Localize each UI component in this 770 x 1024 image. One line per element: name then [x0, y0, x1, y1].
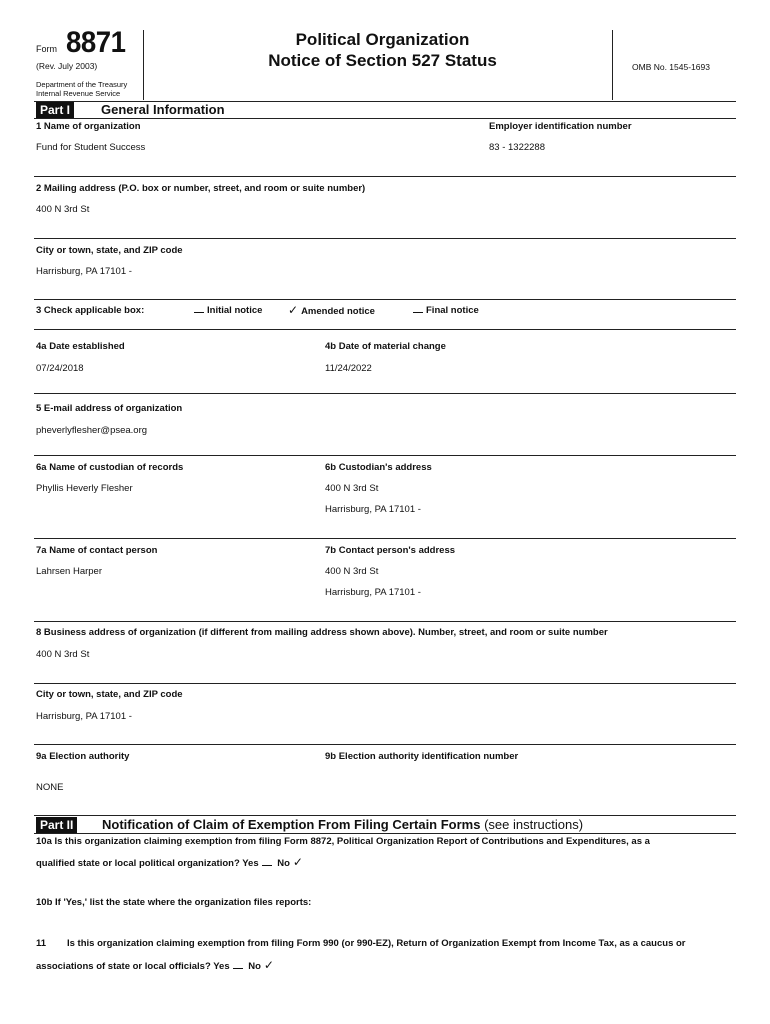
- line3-label: 3 Check applicable box:: [36, 305, 145, 316]
- line2-label: 2 Mailing address (P.O. box or number, street, and room or suite number): [36, 183, 366, 194]
- city8-label: City or town, state, and ZIP code: [36, 689, 183, 700]
- form-number: 8871: [66, 26, 126, 59]
- line5-label: 5 E-mail address of organization: [36, 403, 183, 414]
- organization-name: Fund for Student Success: [36, 142, 146, 153]
- business-address: 400 N 3rd St: [36, 649, 90, 660]
- rule: [34, 538, 736, 539]
- rule: [34, 299, 736, 300]
- contact-address-city: Harrisburg, PA 17101 -: [325, 587, 421, 598]
- election-authority: NONE: [36, 782, 64, 793]
- form-title-line2: Notice of Section 527 Status: [268, 51, 497, 70]
- line10a-yes-checkbox[interactable]: [262, 858, 272, 866]
- line10a-yes-label: Yes: [242, 858, 259, 869]
- part1-tag: Part I: [36, 102, 74, 118]
- custodian-name: Phyllis Heverly Flesher: [36, 483, 133, 494]
- omb-number: OMB No. 1545-1693: [632, 62, 710, 72]
- rule: [34, 238, 736, 239]
- line6b-label: 6b Custodian's address: [325, 462, 432, 473]
- rule: [34, 455, 736, 456]
- part2-tag: Part II: [36, 817, 77, 833]
- line7a-label: 7a Name of contact person: [36, 545, 158, 556]
- initial-notice-option[interactable]: [191, 305, 262, 316]
- form-label: Form: [36, 44, 57, 54]
- line10b-text: 10b If 'Yes,' list the state where the organization files reports:: [36, 897, 312, 908]
- part2-title: [102, 817, 583, 832]
- line10a-text-cont: qualified state or local political organization?: [36, 858, 240, 869]
- form-revision: (Rev. July 2003): [36, 61, 98, 71]
- amended-notice-checkmark[interactable]: ✓: [288, 303, 299, 317]
- form-title: [160, 29, 605, 71]
- line10a-question: [36, 855, 306, 869]
- line11-number: 11: [36, 938, 47, 949]
- line4b-label: 4b Date of material change: [325, 341, 446, 352]
- rule: [34, 621, 736, 622]
- custodian-address-street: 400 N 3rd St: [325, 483, 379, 494]
- line11-no-checkmark[interactable]: ✓: [263, 958, 274, 972]
- line11-no-label: No: [248, 961, 261, 972]
- rule: [34, 393, 736, 394]
- line4a-label: 4a Date established: [36, 341, 125, 352]
- rule: [34, 815, 736, 816]
- department-info: [36, 80, 127, 98]
- city8-value: Harrisburg, PA 17101 -: [36, 711, 132, 722]
- amended-notice-label: Amended notice: [301, 306, 375, 317]
- line9b-label: 9b Election authority identification number: [325, 751, 519, 762]
- date-material-change: 11/24/2022: [325, 363, 372, 374]
- rule: [34, 744, 736, 745]
- contact-address-street: 400 N 3rd St: [325, 566, 379, 577]
- ein-label: Employer identification number: [489, 121, 632, 132]
- city-value: Harrisburg, PA 17101 -: [36, 266, 132, 277]
- line11-yes-checkbox[interactable]: [233, 961, 243, 969]
- part1-title-rule: [34, 118, 736, 119]
- line10a-no-label: No: [277, 858, 290, 869]
- part1-title: General Information: [101, 102, 225, 117]
- line11-question: [36, 958, 277, 972]
- final-notice-checkbox[interactable]: [413, 305, 423, 313]
- ein-value: 83 - 1322288: [489, 142, 545, 153]
- rule: [34, 683, 736, 684]
- final-notice-label: Final notice: [426, 305, 479, 316]
- amended-notice-option[interactable]: [285, 303, 375, 317]
- rule: [34, 176, 736, 177]
- city-label: City or town, state, and ZIP code: [36, 245, 183, 256]
- part2-title-text: Notification of Claim of Exemption From Filing Certain Forms: [102, 817, 481, 832]
- initial-notice-label: Initial notice: [207, 305, 263, 316]
- line11-text-cont: associations of state or local officials?: [36, 961, 211, 972]
- line6a-label: 6a Name of custodian of records: [36, 462, 184, 473]
- service-line: Internal Revenue Service: [36, 89, 121, 98]
- contact-person-name: Lahrsen Harper: [36, 566, 103, 577]
- line10a-text: 10a Is this organization claiming exemption from filing Form 8872, Political Organization Report of Contributions and Expenditures, as a: [36, 836, 650, 847]
- form-title-line1: Political Organization: [295, 30, 470, 49]
- mailing-address: 400 N 3rd St: [36, 204, 90, 215]
- header-divider-right: [612, 30, 613, 100]
- part2-title-rule: [34, 833, 736, 834]
- line7b-label: 7b Contact person's address: [325, 545, 456, 556]
- rule: [34, 329, 736, 330]
- email-address: pheverlyflesher@psea.org: [36, 425, 148, 436]
- line11-text: Is this organization claiming exemption from filing Form 990 (or 990-EZ), Return of Organization Exempt from Income Tax, as a caucus or: [67, 938, 686, 949]
- part2-title-suffix: (see instructions): [484, 817, 584, 832]
- line11-yes-label: Yes: [213, 961, 230, 972]
- custodian-address-city: Harrisburg, PA 17101 -: [325, 504, 421, 515]
- line9a-label: 9a Election authority: [36, 751, 130, 762]
- date-established: 07/24/2018: [36, 363, 84, 374]
- line1-label: 1 Name of organization: [36, 121, 141, 132]
- final-notice-option[interactable]: [410, 305, 479, 316]
- initial-notice-checkbox[interactable]: [194, 305, 204, 313]
- line8-label: 8 Business address of organization (if different from mailing address shown above). Number, street, and room or suite number: [36, 627, 608, 638]
- header-divider-left: [143, 30, 144, 100]
- department-line: Department of the Treasury: [36, 80, 128, 89]
- line10a-no-checkmark[interactable]: ✓: [292, 855, 303, 869]
